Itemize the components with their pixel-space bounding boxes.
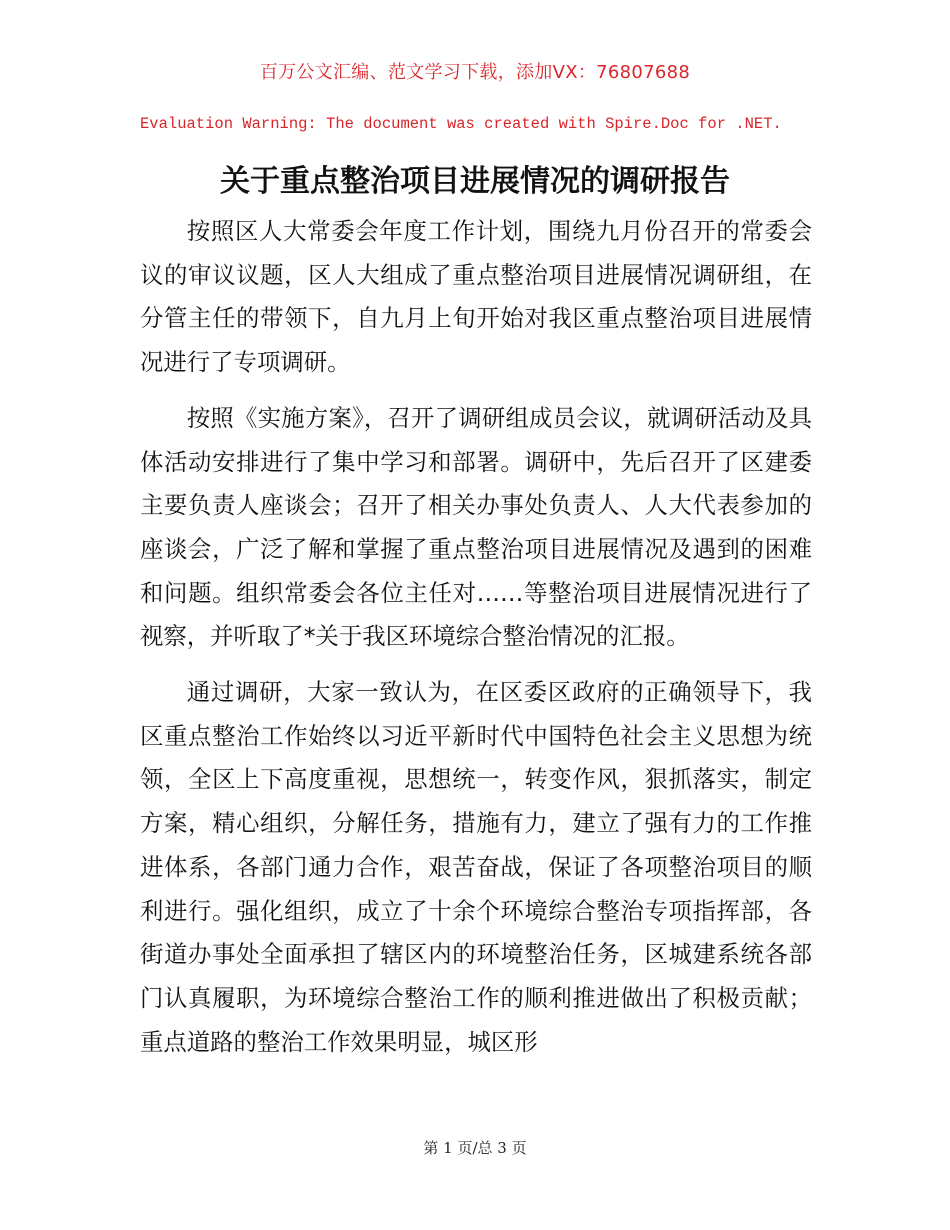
promo-header: 百万公文汇编、范文学习下载，添加VX：76807688 [259, 62, 691, 83]
document-title: 关于重点整治项目进展情况的调研报告 [220, 164, 730, 199]
document-body [140, 210, 812, 1076]
paragraph: 按照区人大常委会年度工作计划，围绕九月份召开的常委会议的审议议题，区人大组成了重点整治项目进展情况调研组，在分管主任的带领下，自九月上旬开始对我区重点整治项目进展情况进行了专项调研。 [140, 217, 812, 377]
paragraph: 通过调研，大家一致认为，在区委区政府的正确领导下，我区重点整治工作始终以习近平新时代中国特色社会主义思想为统领，全区上下高度重视，思想统一，转变作风，狠抓落实，制定方案，精心组织，分解任务，措施有力，建立了强有力的工作推进体系，各部门通力合作，艰苦奋战，保证了各项整治项目的顺利进行。强化组织，成立了十余个环境综合整治专项指挥部，各街道办事处全面承担了辖区内的环境整治任务，区城建系统各部门认真履职，为环境综合整治工作的顺利推进做出了积极贡献；重点道路的整治工作效果明显，城区形 [140, 678, 812, 1056]
evaluation-warning: Evaluation Warning: The document was created with Spire.Doc for .NET. [140, 115, 782, 133]
page-number-footer: 第 1 页/总 3 页 [423, 1139, 527, 1157]
paragraph: 按照《实施方案》，召开了调研组成员会议，就调研活动及具体活动安排进行了集中学习和部署。调研中，先后召开了区建委主要负责人座谈会；召开了相关办事处负责人、人大代表参加的座谈会，广泛了解和掌握了重点整治项目进展情况及遇到的困难和问题。组织常委会各位主任对……等整治项目进展情况进行了视察，并听取了*关于我区环境综合整治情况的汇报。 [140, 403, 812, 651]
